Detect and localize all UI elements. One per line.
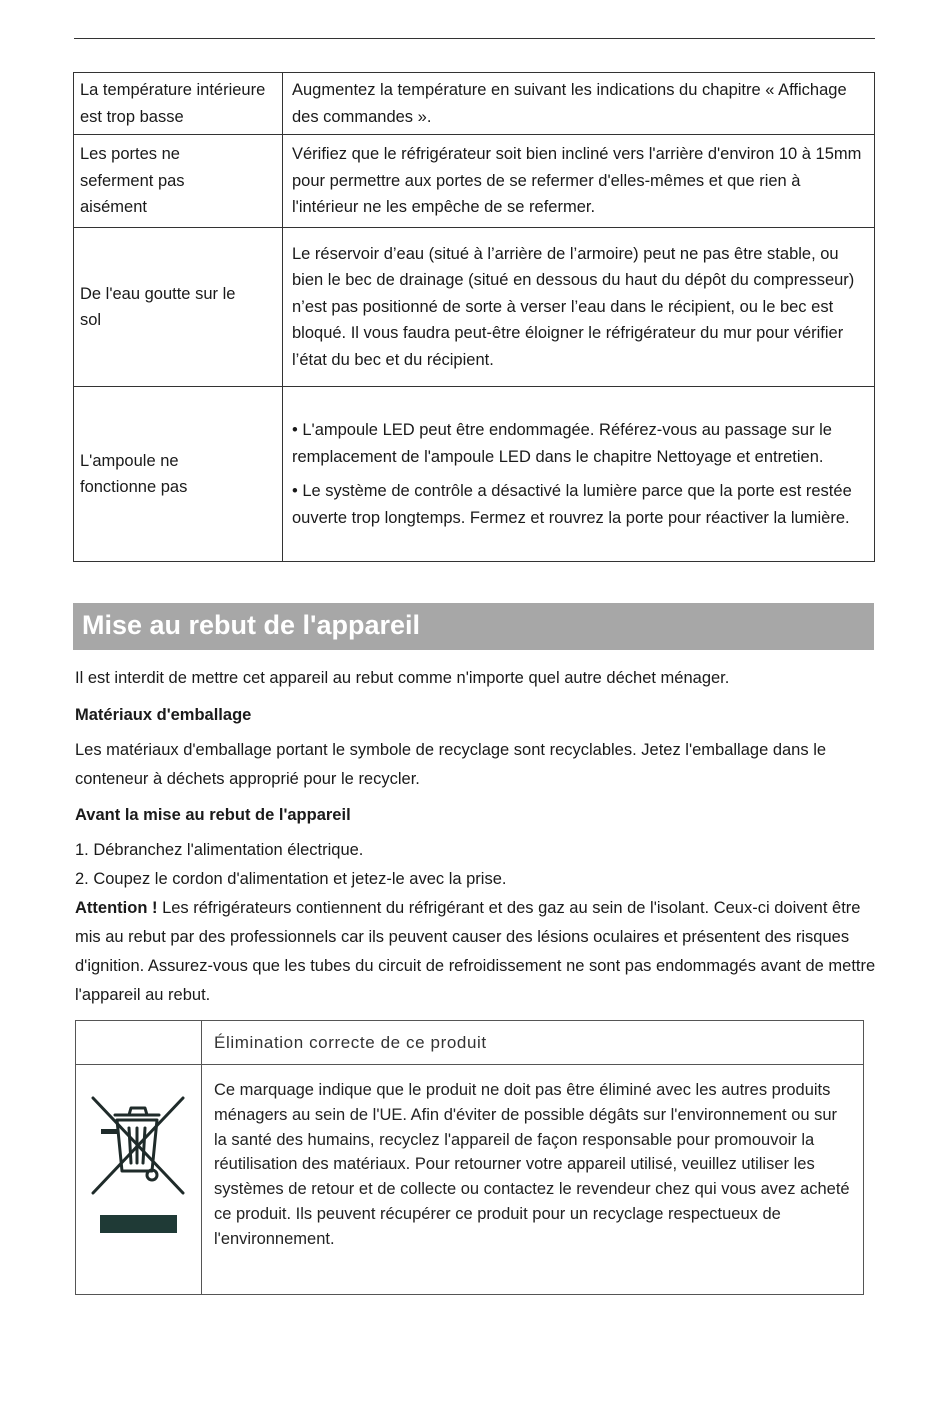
solution-text: Le réservoir d’eau (situé à l’arrière de l’armoire) peut ne pas être stable, ou bien le bec de drainage (situé en dessous du haut du dépôt du compresseur) n’est pas positionné de sorte à verser l’eau dans le récipient, ou le bec est bloqué. Il vous faudra peut-être éloigner le réfrigérateur du mur pour vérifier l’état du bec et du récipient. bbox=[292, 244, 855, 369]
step-item: 1. Débranchez l'alimentation électrique. bbox=[75, 841, 364, 859]
problem-text: L'ampoule ne fonctionne pas bbox=[80, 451, 188, 496]
table-row bbox=[76, 1065, 864, 1295]
solution-cell bbox=[283, 135, 875, 228]
table-row bbox=[74, 73, 875, 135]
table-row bbox=[74, 228, 875, 387]
table-row bbox=[74, 135, 875, 228]
disposal-text: Ce marquage indique que le produit ne doit pas être éliminé avec les autres produits ménagers au sein de l'UE. Afin d'éviter de possible dégâts sur l'environnement ou sur la santé des humains, recyclez l'appareil de façon responsable pour promouvoir la réutilisation des matériaux. Pour retourner votre appareil utilisé, veuillez utiliser les systèmes de retour et de collecte ou contactez le revendeur chez qui vous avez acheté ce produit. Ils peuvent récupérer ce produit pour un recyclage respectueux de l'environnement. bbox=[202, 1065, 864, 1295]
table-row bbox=[74, 387, 875, 562]
attention-paragraph bbox=[75, 894, 880, 1010]
problem-cell bbox=[74, 387, 283, 562]
intro-paragraph: Il est interdit de mettre cet appareil au rebut comme n'importe quel autre déchet ménager. bbox=[75, 669, 730, 687]
problem-text: De l'eau goutte sur le sol bbox=[80, 284, 236, 329]
empty-cell bbox=[76, 1021, 202, 1065]
solution-bullet: • Le système de contrôle a désactivé la lumière parce que la porte est restée ouverte trop longtemps. Fermez et rouvrez la porte pour réactiver la lumière. bbox=[292, 482, 852, 527]
packaging-heading: Matériaux d'emballage bbox=[75, 706, 252, 724]
packaging-paragraph: Les matériaux d'emballage portant le symbole de recyclage sont recyclables. Jetez l'emballage dans le conteneur à déchets approprié pour le recycler. bbox=[75, 741, 827, 788]
solution-bullet: • L'ampoule LED peut être endommagée. Référez-vous au passage sur le remplacement de l'ampoule LED dans le chapitre Nettoyage et entretien. bbox=[292, 421, 832, 466]
disposal-table bbox=[75, 1020, 864, 1295]
solution-cell bbox=[283, 73, 875, 135]
top-rule bbox=[74, 38, 875, 39]
solution-text: Vérifiez que le réfrigérateur soit bien incliné vers l'arrière d'environ 10 à 15mm pour permettre aux portes de se refermer d'elles-mêmes et que rien à l'intérieur ne les empêche de se refermer. bbox=[292, 145, 862, 217]
solution-cell bbox=[283, 387, 875, 562]
step-item: 2. Coupez le cordon d'alimentation et jetez-le avec la prise. bbox=[75, 870, 507, 888]
table-row bbox=[76, 1021, 864, 1065]
troubleshooting-table bbox=[73, 72, 875, 562]
solution-cell bbox=[283, 228, 875, 387]
problem-text: Les portes ne seferment pas aisément bbox=[80, 145, 185, 217]
disposal-title: Élimination correcte de ce produit bbox=[202, 1021, 864, 1065]
before-disposal-heading: Avant la mise au rebut de l'appareil bbox=[75, 806, 351, 824]
attention-label: Attention ! bbox=[75, 899, 158, 917]
attention-text: Les réfrigérateurs contiennent du réfrigérant et des gaz au sein de l'isolant. Ceux-ci doivent être mis au rebut par des professionnels car ils peuvent causer des lésions oculaires et présentent des risques d'ignition. Assurez-vous que les tubes du circuit de refroidissement ne sont pas endommagés avant de mettre l'appareil au rebut. bbox=[75, 899, 876, 1004]
problem-cell: La température intérieure est trop basse bbox=[74, 73, 283, 135]
weee-icon-cell bbox=[76, 1065, 202, 1295]
solution-text: Augmentez la température en suivant les indications du chapitre « Affichage des commandes ». bbox=[292, 81, 847, 126]
problem-cell bbox=[74, 135, 283, 228]
problem-cell bbox=[74, 228, 283, 387]
section-title: Mise au rebut de l'appareil bbox=[73, 603, 874, 650]
crossed-out-wheeled-bin-icon bbox=[89, 1093, 187, 1233]
